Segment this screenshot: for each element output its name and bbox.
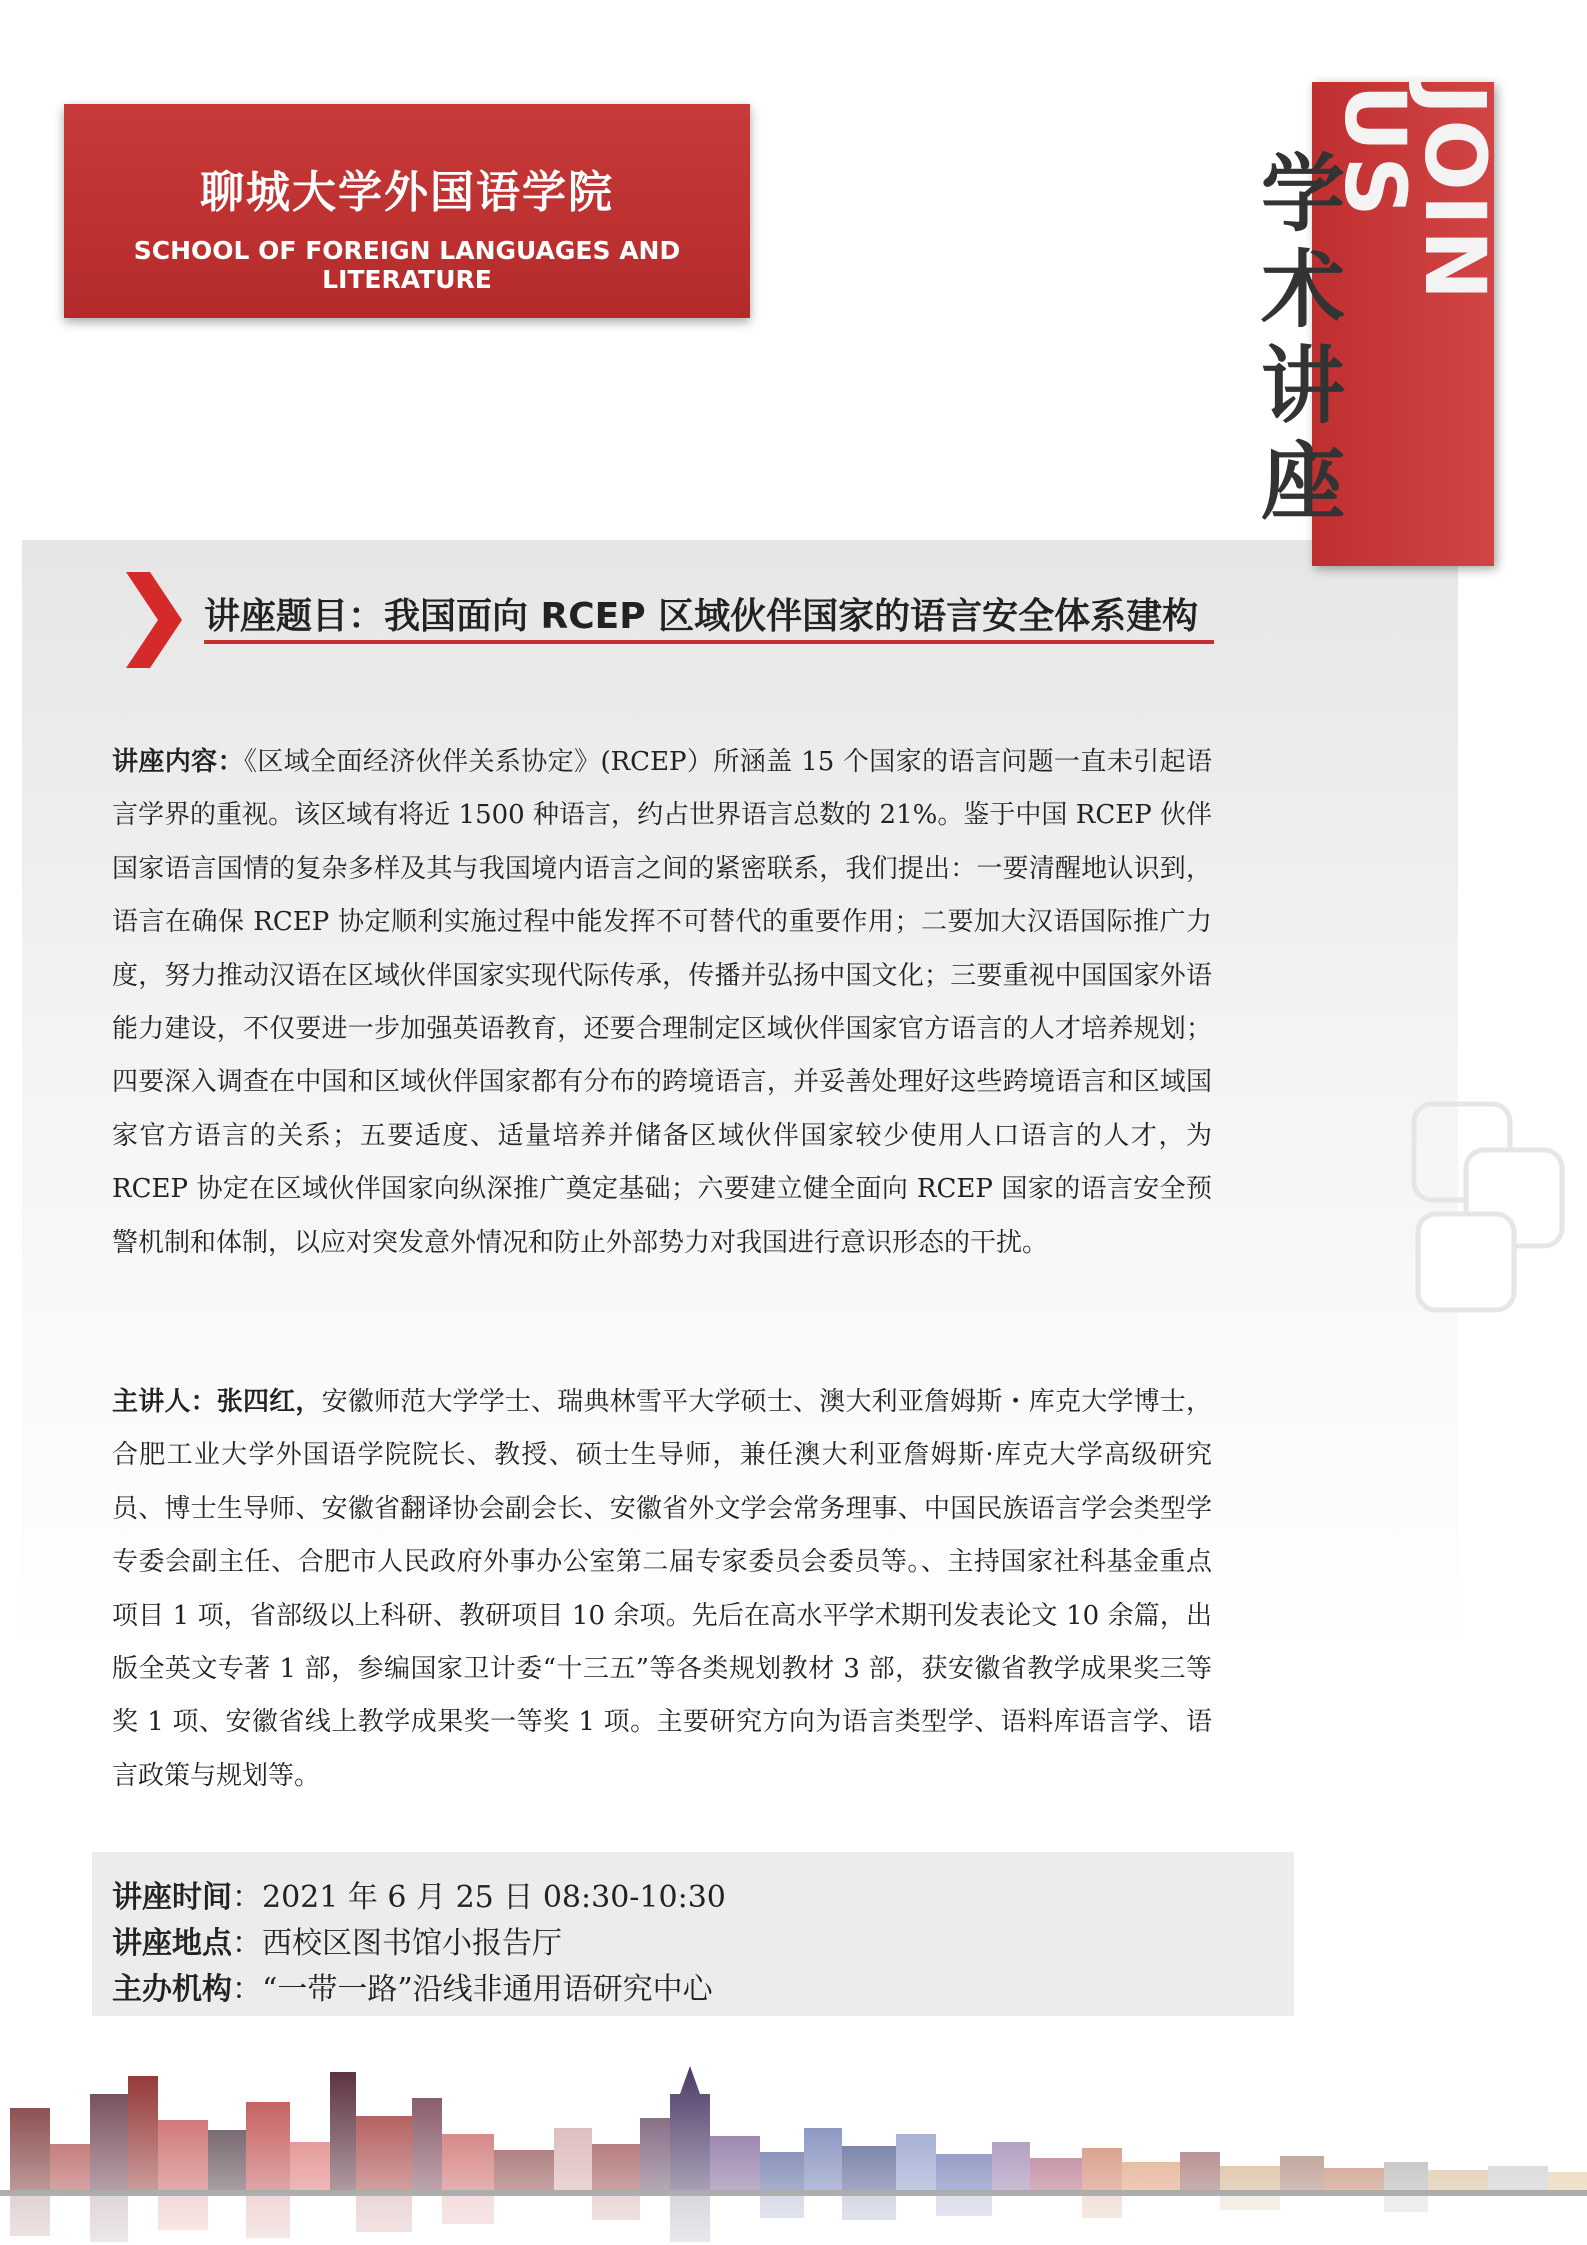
decorative-squares — [1408, 1096, 1568, 1316]
title-underline — [204, 640, 1214, 644]
school-name-en: SCHOOL OF FOREIGN LANGUAGES AND LITERATURE — [133, 236, 681, 294]
city-skyline-decoration — [0, 2058, 1587, 2245]
info-place — [112, 1918, 562, 1962]
lecture-char: 术 — [1260, 241, 1345, 339]
join-us-text: JOIN US — [1326, 84, 1504, 305]
school-name-cn: 聊城大学外国语学院 — [200, 167, 614, 218]
chevron-icon — [126, 572, 182, 668]
header-banner — [64, 104, 750, 318]
lecture-char: 学 — [1260, 145, 1345, 243]
lecture-vertical-title — [1255, 146, 1351, 530]
time-label: 讲座时间 — [112, 1880, 232, 1915]
speaker-text: 安徽师范大学学士、瑞典林雪平大学硕士、澳大利亚詹姆斯・库克大学博士，合肥工业大学外国语学院院长、教授、硕士生导师，兼任澳大利亚詹姆斯·库克大学高级研究员、博士生导师、安徽省翻译协会副会长、安徽省外文学会常务理事、中国民族语言学会类型学专委会副主任、合肥市人民政府外事办公室第二届专家委员会委员等。、主持国家社科基金重点项目 1 项，省部级以上科研、教研项目 10 余项。先后在高水平学术期刊发表论文 10 余篇，出版全英文专著 1 部，参编国家卫计委“十三五”等各类规划教材 3 部，获安徽省教学成果奖三等奖 1 项、安徽省线上教学成果奖一等奖 1 项。主要研究方向为语言类型学、语料库语言学、语言政策与规划等。 — [112, 1387, 1212, 1791]
lecture-content — [112, 736, 1212, 1270]
host-label: 主办机构 — [112, 1972, 232, 2007]
content-label: 讲座内容： — [112, 747, 244, 777]
place-value: ：西校区图书馆小报告厅 — [232, 1926, 562, 1961]
info-time — [112, 1872, 726, 1916]
place-label: 讲座地点 — [112, 1926, 232, 1961]
info-host — [112, 1964, 713, 2008]
host-value: ：“一带一路”沿线非通用语研究中心 — [232, 1972, 713, 2007]
lecture-title: 讲座题目：我国面向 RCEP 区域伙伴国家的语言安全体系建构 — [204, 596, 1199, 637]
speaker-bio — [112, 1376, 1212, 1803]
content-text: 《区域全面经济伙伴关系协定》(RCEP）所涵盖 15 个国家的语言问题一直未引起语言学界的重视。该区域有将近 1500 种语言，约占世界语言总数的 21%。鉴于中国 RCEP 伙伴国家语言国情的复杂多样及其与我国境内语言之间的紧密联系，我们提出：一要清醒地认识到，语言在确保 RCEP 协定顺利实施过程中能发挥不可替代的重要作用；二要加大汉语国际推广力度，努力推动汉语在区域伙伴国家实现代际传承，传播并弘扬中国文化；三要重视中国国家外语能力建设，不仅要进一步加强英语教育，还要合理制定区域伙伴国家官方语言的人才培养规划；四要深入调查在中国和区域伙伴国家都有分布的跨境语言，并妥善处理好这些跨境语言和区域国家官方语言的关系；五要适度、适量培养并储备区域伙伴国家较少使用人口语言的人才，为 RCEP 协定在区域伙伴国家向纵深推广奠定基础；六要建立健全面向 RCEP 国家的语言安全预警机制和体制，以应对突发意外情况和防止外部势力对我国进行意识形态的干扰。 — [112, 747, 1212, 1258]
speaker-label: 主讲人：张四红， — [112, 1387, 322, 1417]
lecture-char: 座 — [1260, 433, 1345, 531]
time-value: ：2021 年 6 月 25 日 08:30-10:30 — [232, 1880, 726, 1915]
lecture-char: 讲 — [1260, 337, 1345, 435]
